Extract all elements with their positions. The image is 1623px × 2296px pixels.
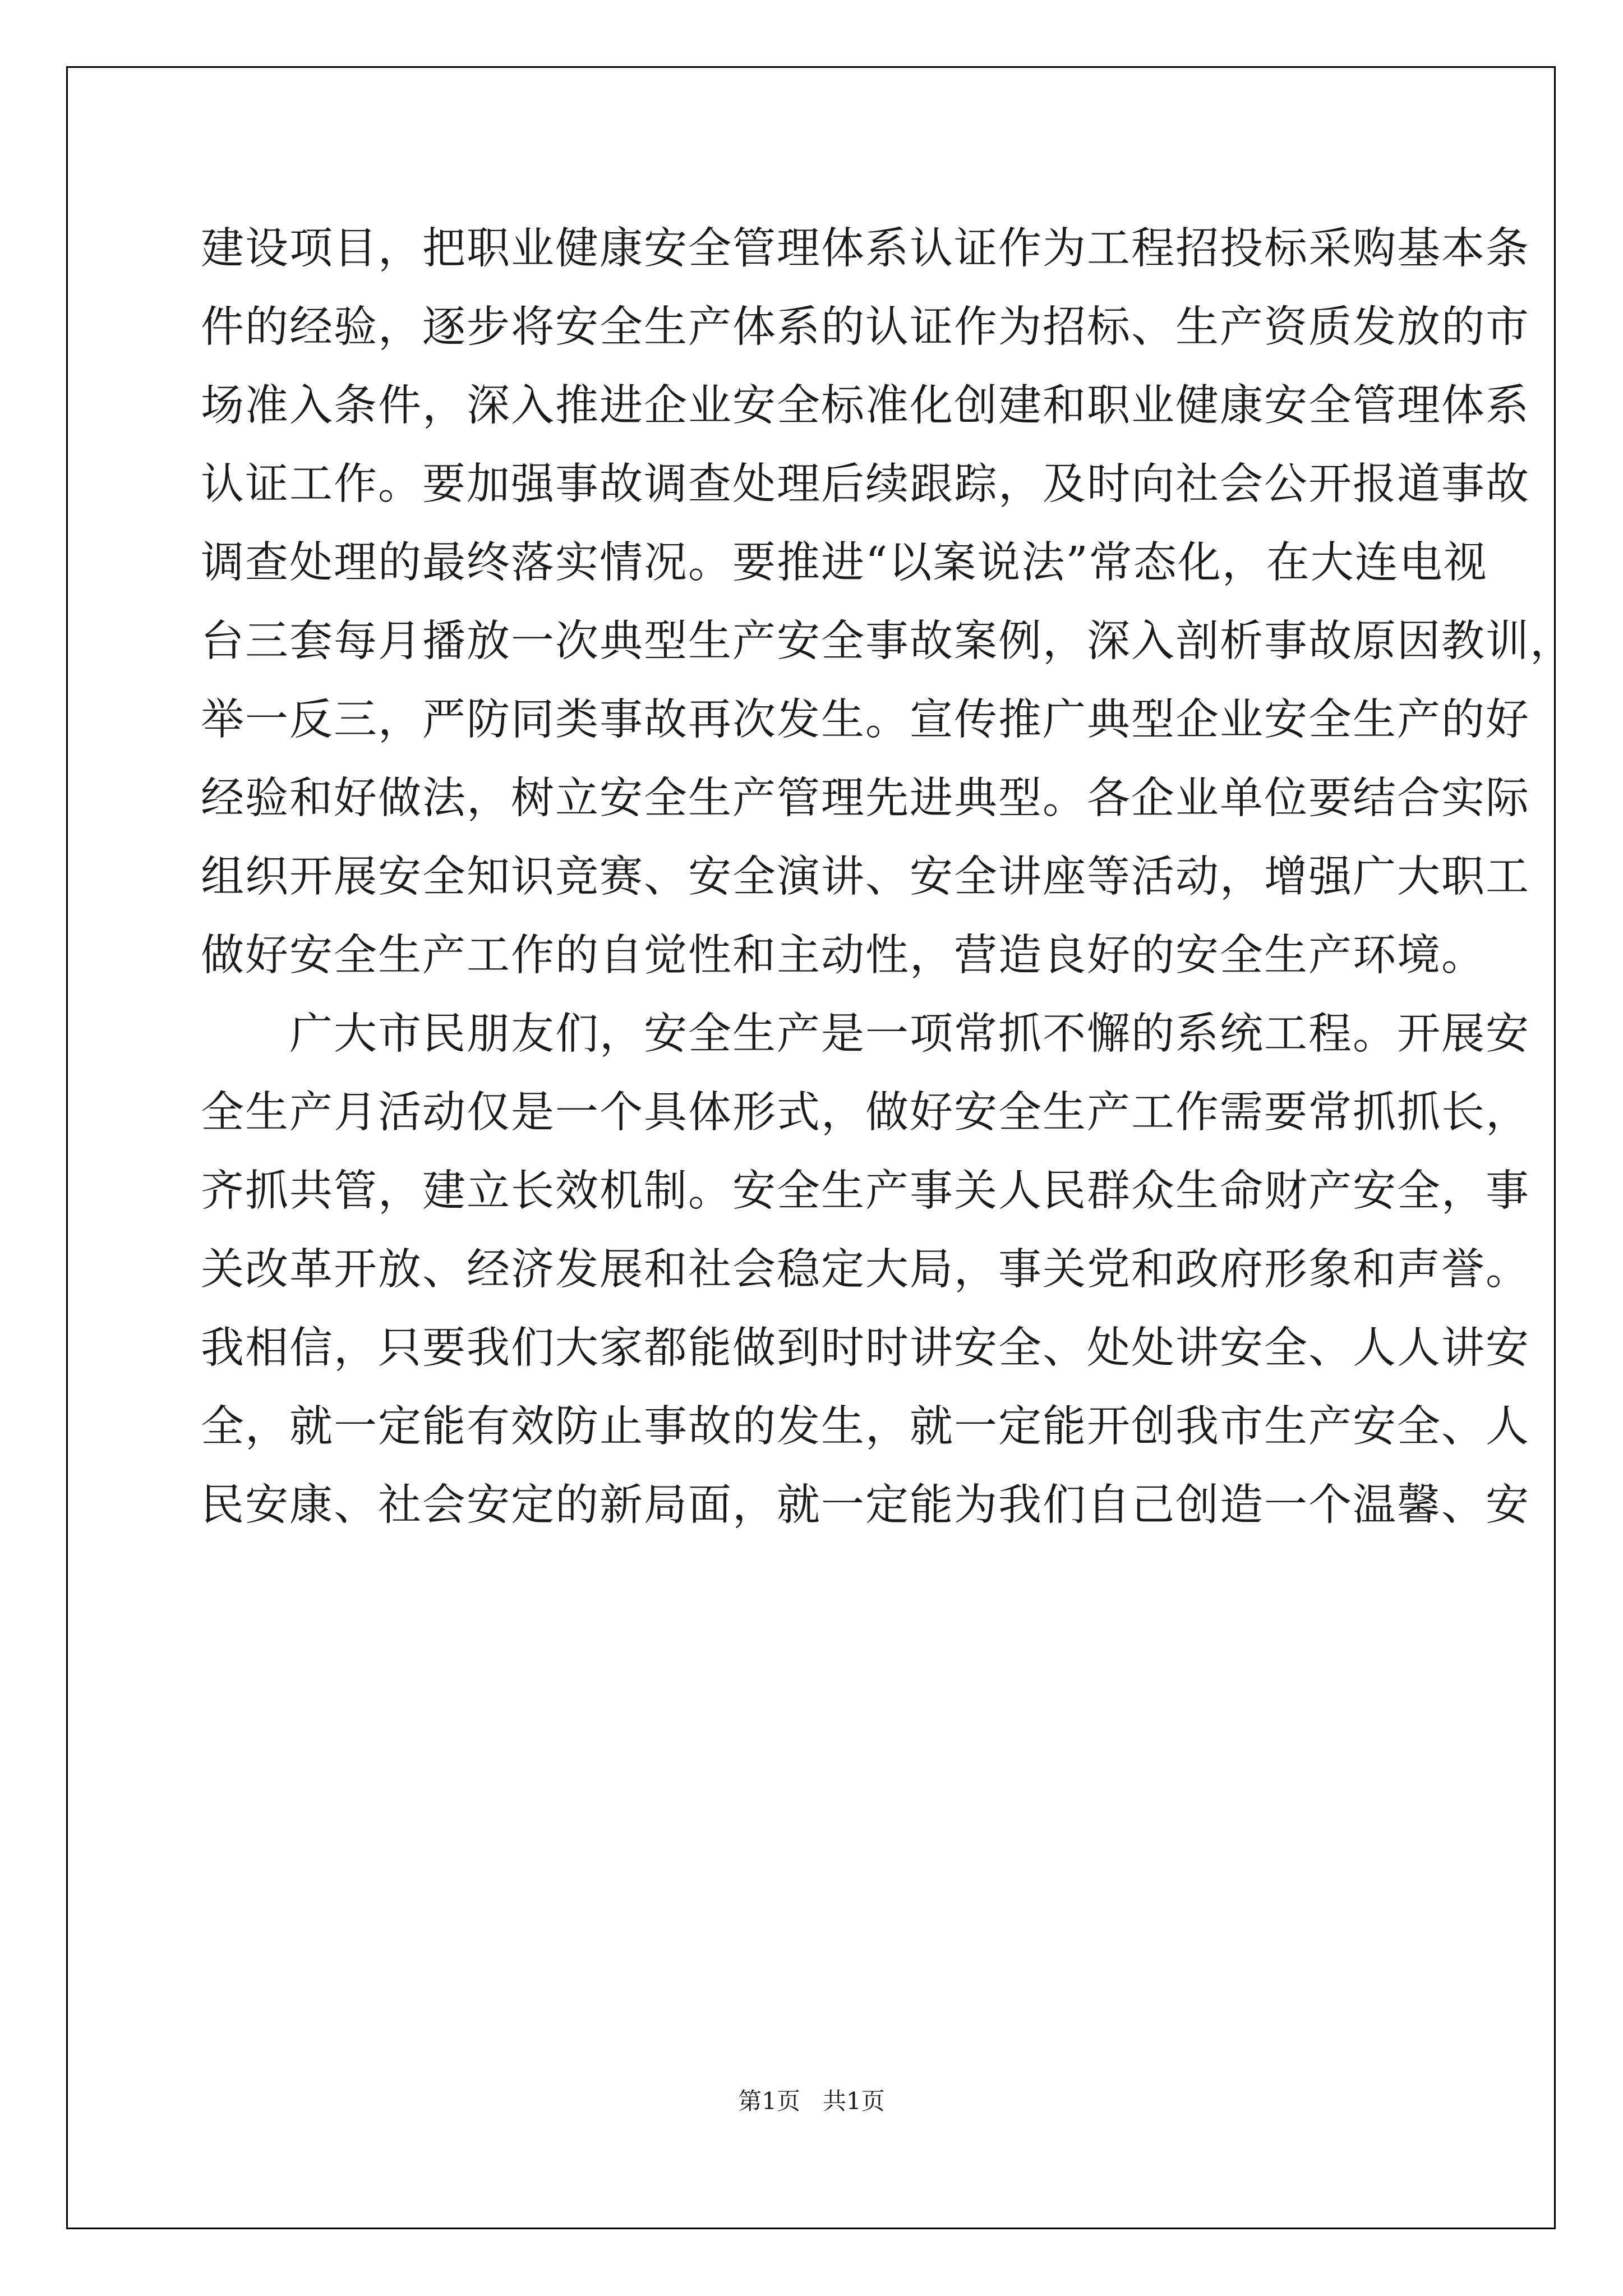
body-text-line: 场准入条件，深入推进企业安全标准化创建和职业健康安全管理体系 <box>201 381 1530 431</box>
body-text-line: 建设项目，把职业健康安全管理体系认证作为工程招投标采购基本条 <box>201 224 1530 274</box>
body-text-line: 全生产月活动仅是一个具体形式，做好安全生产工作需要常抓抓长， <box>201 1088 1530 1138</box>
body-text-line: 件的经验，逐步将安全生产体系的认证作为招标、生产资质发放的市 <box>201 302 1530 352</box>
body-text-line: 关改革开放、经济发展和社会稳定大局，事关党和政府形象和声誉。 <box>201 1245 1530 1295</box>
body-text-line: 民安康、社会安定的新局面，就一定能为我们自己创造一个温馨、安 <box>201 1480 1530 1530</box>
body-text-line: 做好安全生产工作的自觉性和主动性，营造良好的安全生产环境。 <box>201 931 1486 981</box>
body-text-line: 全，就一定能有效防止事故的发生，就一定能开创我市生产安全、人 <box>201 1402 1530 1452</box>
body-text-line: 台三套每月播放一次典型生产安全事故案例，深入剖析事故原因教训， <box>201 616 1574 666</box>
body-text-line: 调查处理的最终落实情况。要推进“以案说法”常态化，在大连电视 <box>201 538 1488 588</box>
body-text-line: 认证工作。要加强事故调查处理后续跟踪，及时向社会公开报道事故 <box>201 459 1530 509</box>
body-text-line: 经验和好做法，树立安全生产管理先进典型。各企业单位要结合实际 <box>201 774 1530 823</box>
body-text-line: 我相信，只要我们大家都能做到时时讲安全、处处讲安全、人人讲安 <box>201 1323 1530 1373</box>
page-footer: 第1页 共1页 <box>738 2087 885 2115</box>
body-text-line: 组织开展安全知识竞赛、安全演讲、安全讲座等活动，增强广大职工 <box>201 852 1530 902</box>
body-text-line: 广大市民朋友们，安全生产是一项常抓不懈的系统工程。开展安 <box>201 1009 1530 1059</box>
body-text-line: 齐抓共管，建立长效机制。安全生产事关人民群众生命财产安全，事 <box>201 1166 1530 1216</box>
body-text-line: 举一反三，严防同类事故再次发生。宣传推广典型企业安全生产的好 <box>201 695 1530 745</box>
